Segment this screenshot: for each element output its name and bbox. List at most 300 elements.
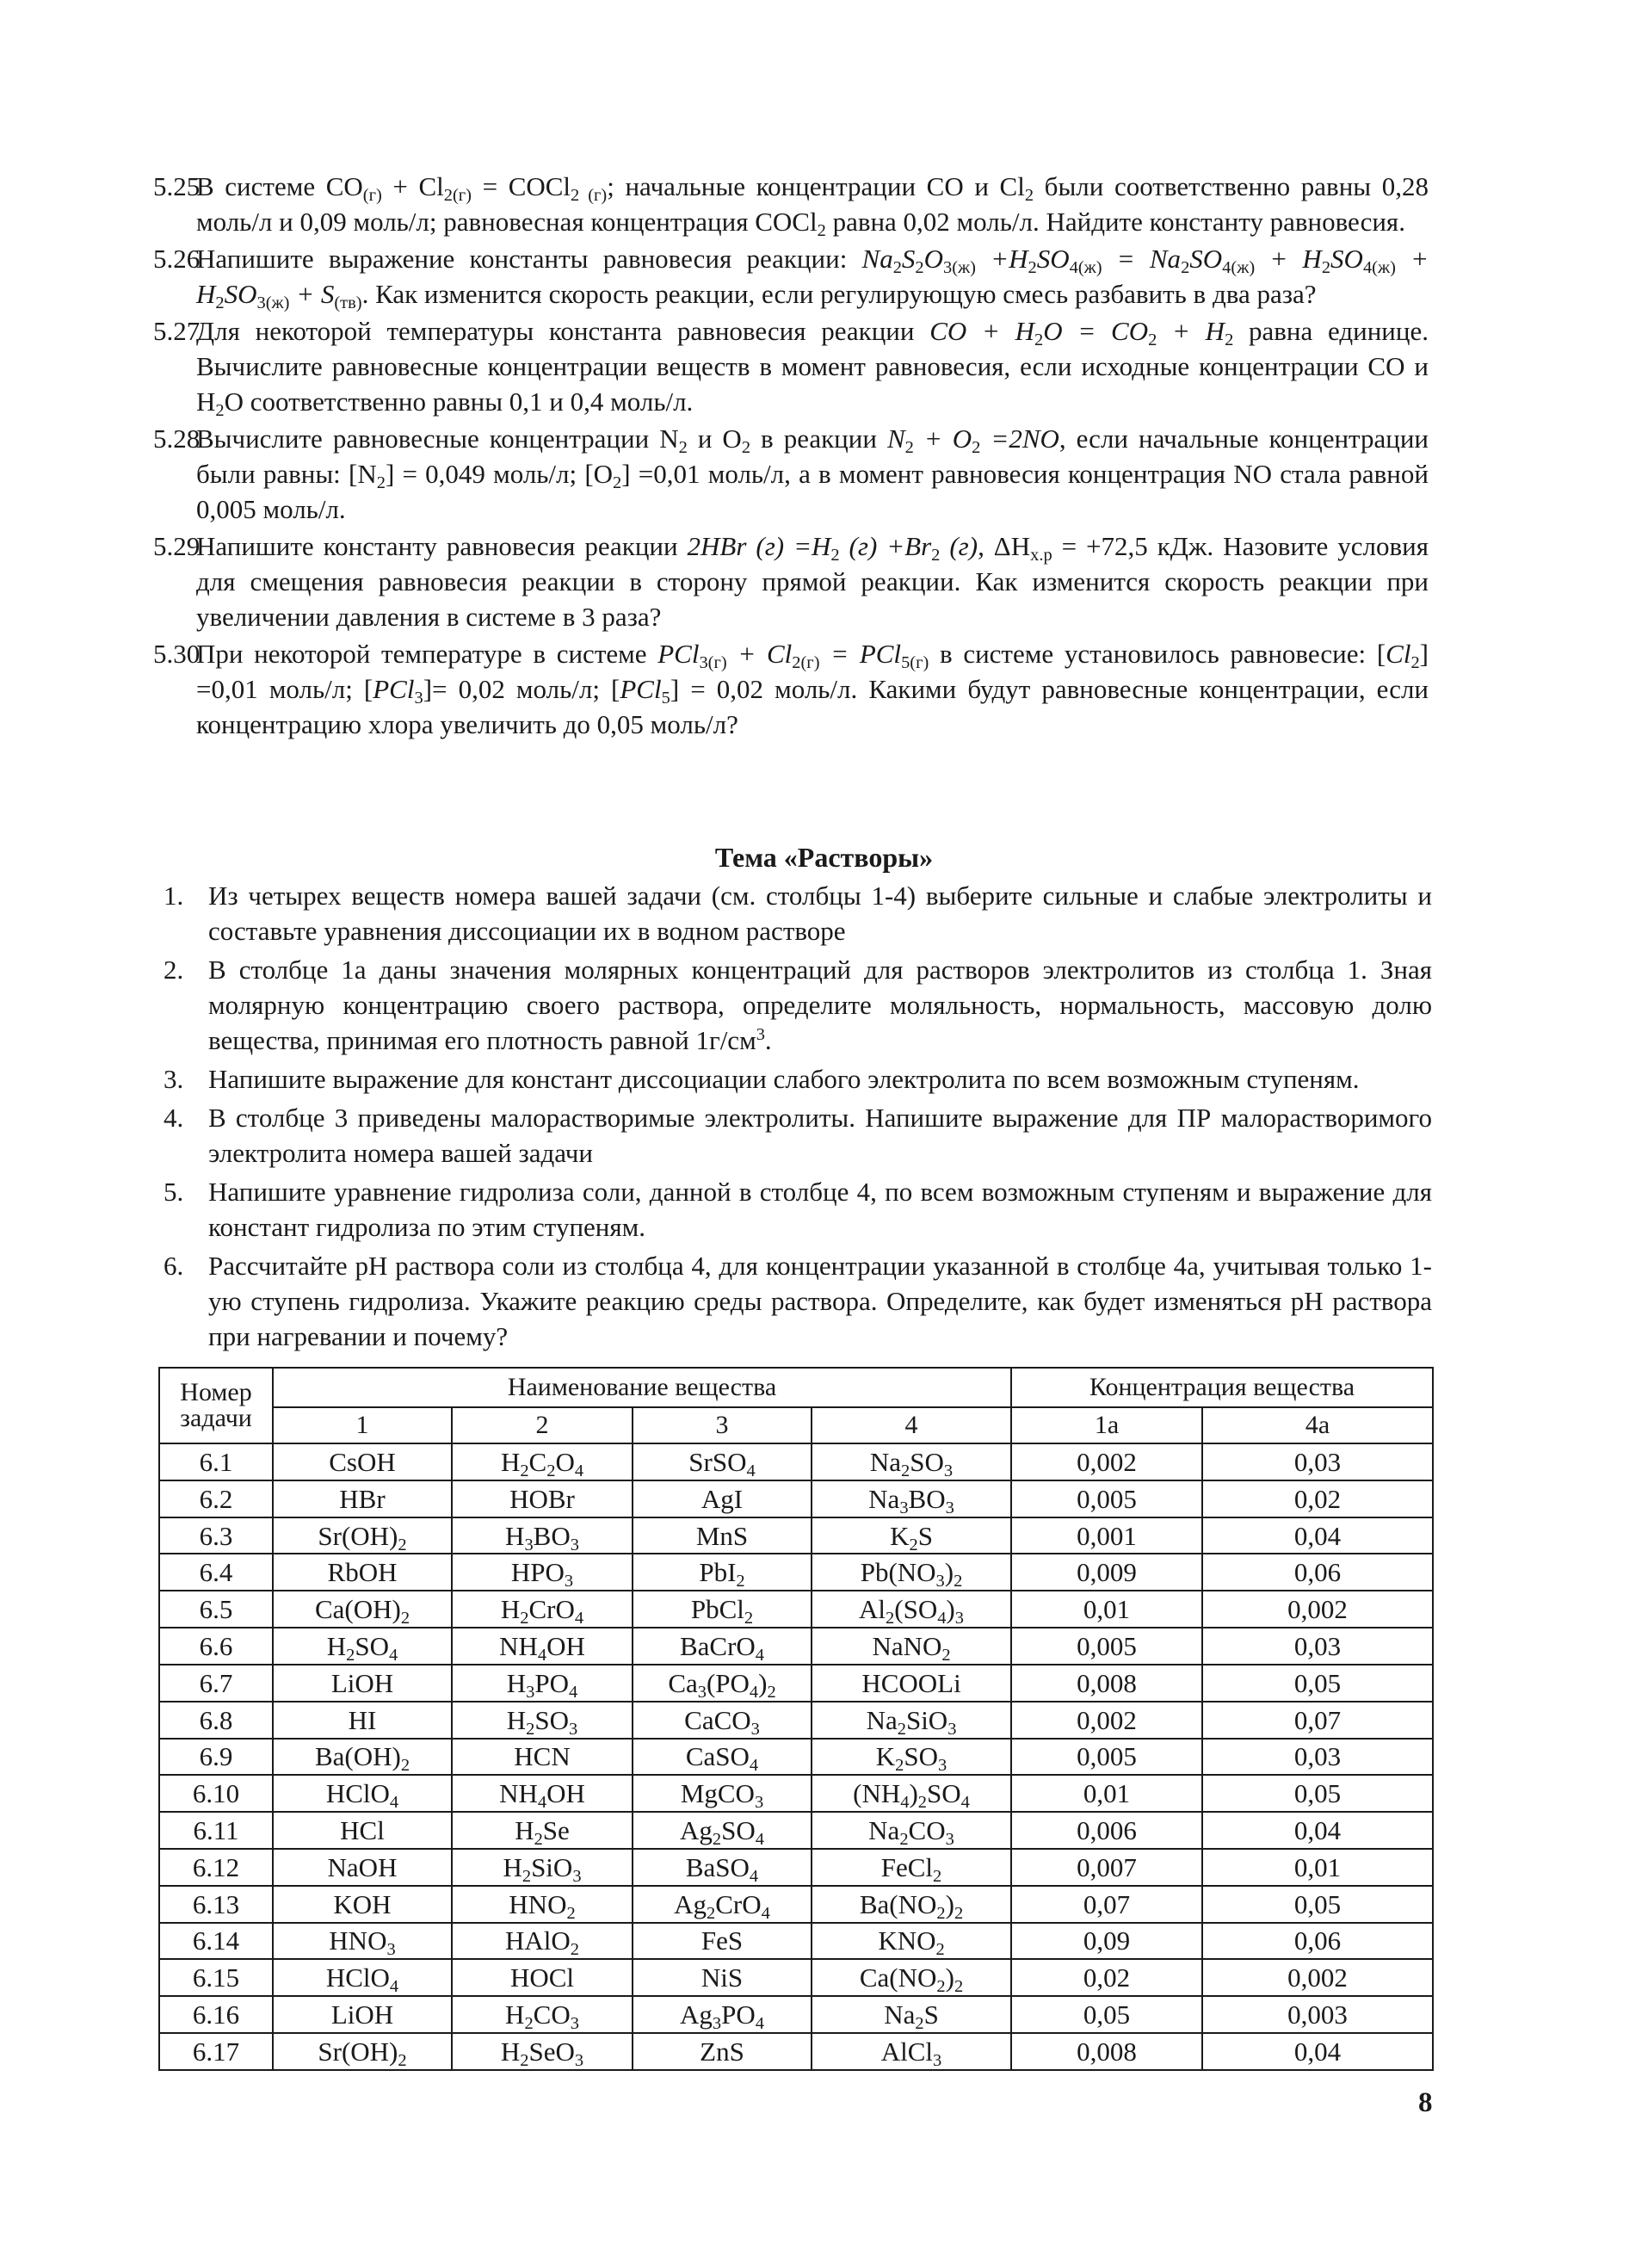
- subscript: 2: [707, 1903, 716, 1923]
- formula-text: + O: [913, 423, 972, 454]
- table-row: [159, 1628, 1433, 1665]
- cell-substance-1: [273, 1480, 452, 1517]
- text-run: MgCO: [680, 1778, 755, 1809]
- subscript: 4: [569, 1682, 578, 1702]
- formula-text: +H: [975, 244, 1028, 274]
- text-run: При некоторой температуре в системе: [196, 639, 658, 669]
- formula-text: SO: [1189, 244, 1223, 274]
- cell-substance-4: [812, 1959, 1011, 1996]
- text-run: H: [500, 1446, 521, 1477]
- task-item: [157, 878, 1432, 949]
- text-run: HBr: [339, 1483, 386, 1514]
- task-number: 5.: [164, 1177, 184, 1207]
- text-run: CrO: [715, 1888, 762, 1919]
- cell-conc-4a: 0,03: [1202, 1628, 1433, 1665]
- subscript: 2: [895, 1756, 904, 1776]
- task-list: [157, 878, 1432, 1357]
- cell-substance-1: [273, 1959, 452, 1996]
- cell-conc-1a: 0,05: [1011, 1996, 1202, 2033]
- text-run: NiS: [701, 1962, 744, 1993]
- subscript: 2: [830, 546, 840, 565]
- cell-substance-3: [633, 1591, 812, 1628]
- subscript: 2: [534, 1830, 543, 1850]
- problem-text: [196, 423, 1429, 524]
- cell-conc-1a: 0,005: [1011, 1480, 1202, 1517]
- cell-conc-4a: 0,05: [1202, 1886, 1433, 1923]
- cell-conc-4a: 0,01: [1202, 1849, 1433, 1886]
- text-run: PbCl: [690, 1594, 744, 1625]
- cell-conc-1a: 0,002: [1011, 1443, 1202, 1480]
- text-run: SrSO: [688, 1446, 747, 1477]
- cell-substance-3: [633, 1480, 812, 1517]
- subscript: 3: [574, 2051, 584, 2071]
- text-run: ] =0,01 моль/л; [: [196, 639, 1429, 704]
- text-run: H: [506, 1704, 527, 1735]
- subscript: 2: [909, 1535, 918, 1554]
- text-run: Sr(OH): [318, 1520, 398, 1551]
- cell-task-number: 6.14: [159, 1923, 273, 1960]
- cell-substance-3: [633, 1923, 812, 1960]
- subscript: 3: [526, 1682, 535, 1702]
- text-run: (PO: [706, 1667, 750, 1698]
- cell-substance-1: [273, 1517, 452, 1554]
- text-run: Ba(OH): [314, 1741, 401, 1772]
- cell-substance-1: [273, 1812, 452, 1849]
- text-run: HCl: [340, 1815, 385, 1846]
- problem-number: 5.27: [153, 316, 201, 346]
- table-row: [159, 1739, 1433, 1776]
- text-run: были соответственно равны 0,28 моль/л и 0,09 моль/л; равновесная концентрация COCl: [196, 171, 1429, 237]
- text-run: HI: [348, 1704, 377, 1735]
- subscript: 2: [613, 473, 622, 493]
- text-run: Na: [868, 1815, 900, 1846]
- cell-substance-2: [452, 1665, 633, 1702]
- subscript: 4: [749, 1866, 759, 1886]
- subscript: 2(г): [443, 186, 472, 206]
- cell-substance-4: [812, 1739, 1011, 1776]
- cell-conc-1a: 0,006: [1011, 1812, 1202, 1849]
- text-run: ]= 0,02 моль/л; [: [423, 674, 620, 704]
- cell-substance-4: [812, 1923, 1011, 1960]
- text-run: CO: [533, 1999, 571, 2030]
- superscript: 3: [756, 1024, 765, 1044]
- table-row: [159, 1702, 1433, 1739]
- subscript: 2: [744, 1609, 754, 1628]
- formula-text: Na: [861, 244, 893, 274]
- subscript: 2: [398, 2051, 407, 2071]
- subscript: 2: [935, 1940, 945, 1960]
- formula-text: PCl: [657, 639, 700, 669]
- task-number: 6.: [164, 1251, 184, 1281]
- cell-substance-4: [812, 1886, 1011, 1923]
- text-run: S: [923, 1999, 939, 2030]
- cell-substance-3: [633, 1702, 812, 1739]
- cell-substance-1: [273, 1554, 452, 1591]
- header-col-4a: 4а: [1202, 1407, 1433, 1443]
- problem-number: 5.28: [153, 423, 201, 454]
- task-number: 2.: [164, 955, 184, 985]
- formula-text: CO + H: [929, 316, 1035, 346]
- cell-substance-4: [812, 1480, 1011, 1517]
- text-run: Ca(NO: [859, 1962, 937, 1993]
- cell-substance-1: [273, 1886, 452, 1923]
- subscript: 3: [945, 1498, 954, 1517]
- cell-conc-4a: 0,07: [1202, 1702, 1433, 1739]
- cell-substance-1: [273, 1849, 452, 1886]
- problem-number: 5.26: [153, 244, 201, 274]
- text-run: Напишите константу равновесия реакции: [196, 531, 688, 561]
- text-run: AlCl: [880, 2036, 934, 2067]
- subscript: 2: [936, 1977, 946, 1997]
- cell-substance-3: [633, 1812, 812, 1849]
- problem-text: [196, 244, 1429, 313]
- formula-text: =2NO: [980, 423, 1059, 454]
- text-run: Na: [868, 1483, 900, 1514]
- subscript: 2: [520, 1462, 529, 1481]
- cell-substance-3: [633, 1959, 812, 1996]
- table-row: [159, 1591, 1433, 1628]
- text-run: SO: [904, 1741, 939, 1772]
- subscript: 3: [933, 2051, 942, 2071]
- subscript: 4: [574, 1462, 584, 1481]
- cell-substance-3: [633, 1554, 812, 1591]
- subscript: х.р: [1030, 546, 1052, 565]
- text-run: SeO: [528, 2036, 575, 2067]
- cell-task-number: 6.1: [159, 1443, 273, 1480]
- cell-substance-2: [452, 1517, 633, 1554]
- cell-conc-4a: 0,04: [1202, 1812, 1433, 1849]
- cell-task-number: 6.7: [159, 1665, 273, 1702]
- subscript: 2: [736, 1572, 745, 1591]
- task-item: [157, 1174, 1432, 1245]
- cell-task-number: 6.10: [159, 1775, 273, 1812]
- problem-item: [153, 241, 1429, 312]
- text-run: MnS: [695, 1520, 749, 1551]
- subscript: 3: [712, 2014, 722, 2034]
- subscript: 2: [904, 438, 914, 458]
- cell-substance-2: [452, 1739, 633, 1776]
- cell-task-number: 6.2: [159, 1480, 273, 1517]
- text-run: ): [945, 1888, 954, 1919]
- text-run: CaSO: [685, 1741, 750, 1772]
- subscript: 4: [755, 1830, 764, 1850]
- text-run: В системе CO: [196, 171, 363, 201]
- text-run: в системе установилось равновесие: [: [929, 639, 1386, 669]
- text-run: CsOH: [329, 1446, 396, 1477]
- formula-text: + H: [1255, 244, 1322, 274]
- formula-text: 2HBr (г) =H: [687, 531, 831, 561]
- subscript: 4: [900, 1793, 910, 1813]
- subscript: 2: [1034, 331, 1044, 350]
- subscript: 2(г): [792, 653, 820, 673]
- subscript: 4: [755, 2014, 764, 2034]
- topic-title: Тема «Растворы»: [714, 842, 934, 873]
- cell-substance-2: [452, 1996, 633, 2033]
- text-run: ): [946, 1594, 955, 1625]
- header-num-top: Номер: [180, 1378, 252, 1406]
- subscript: 3: [754, 1793, 764, 1813]
- text-run: HNO: [329, 1925, 387, 1956]
- table-row: [159, 1480, 1433, 1517]
- text-run: AgI: [701, 1483, 744, 1514]
- subscript: 2: [520, 2051, 529, 2071]
- text-run: BO: [533, 1520, 571, 1551]
- text-run: BO: [908, 1483, 946, 1514]
- cell-substance-4: [812, 1628, 1011, 1665]
- problem-item: [153, 169, 1429, 239]
- subscript: 2: [901, 1462, 910, 1481]
- table-wrap: [158, 1367, 1432, 2071]
- cell-task-number: 6.17: [159, 2033, 273, 2070]
- text-run: Na: [866, 1704, 898, 1735]
- subscript: 3: [386, 1940, 396, 1960]
- cell-substance-2: [452, 1812, 633, 1849]
- formula-text: + H: [1157, 316, 1225, 346]
- text-run: NaNO: [872, 1630, 942, 1661]
- text-run: O: [555, 1446, 575, 1477]
- subscript: 4: [749, 1682, 759, 1702]
- text-run: KOH: [333, 1888, 392, 1919]
- cell-substance-1: [273, 1996, 452, 2033]
- text-run: CaCO: [684, 1704, 751, 1735]
- subscript: (г): [362, 186, 382, 206]
- text-run: Ag: [674, 1888, 707, 1919]
- cell-conc-1a: 0,01: [1011, 1591, 1202, 1628]
- cell-substance-4: [812, 1591, 1011, 1628]
- header-col-1: 1: [273, 1407, 452, 1443]
- formula-text: (г) +Br: [839, 531, 932, 561]
- cell-substance-3: [633, 1996, 812, 2033]
- subscript: 3: [935, 1572, 945, 1591]
- cell-substance-3: [633, 1739, 812, 1776]
- text-run: H: [500, 2036, 521, 2067]
- subscript: 2: [678, 438, 688, 458]
- subscript: 3(ж): [256, 294, 290, 313]
- cell-conc-4a: 0,06: [1202, 1554, 1433, 1591]
- subscript: 3(г): [699, 653, 727, 673]
- formula-text: N: [886, 423, 905, 454]
- text-run: RbOH: [327, 1557, 398, 1588]
- text-run: Напишите уравнение гидролиза соли, данной в столбце 4, по всем возможным ступеням и выражение для констант гидролиза по этим ступеням.: [208, 1177, 1432, 1242]
- subscript: 2: [400, 1756, 410, 1776]
- text-run: ): [758, 1667, 768, 1698]
- header-col-2: 2: [452, 1407, 633, 1443]
- subscript: 2: [767, 1682, 776, 1702]
- cell-conc-1a: 0,005: [1011, 1628, 1202, 1665]
- task-text: [208, 881, 1432, 946]
- cell-conc-1a: 0,007: [1011, 1849, 1202, 1886]
- text-run: Al: [859, 1594, 886, 1625]
- text-run: H: [505, 1520, 525, 1551]
- cell-conc-4a: 0,05: [1202, 1665, 1433, 1702]
- cell-substance-3: [633, 1628, 812, 1665]
- cell-task-number: 6.16: [159, 1996, 273, 2033]
- subscript: 4: [746, 1462, 756, 1481]
- text-run: Ca(OH): [314, 1594, 401, 1625]
- cell-task-number: 6.13: [159, 1886, 273, 1923]
- subscript: 2: [1410, 653, 1420, 673]
- subscript: 3: [945, 1830, 954, 1850]
- cell-substance-4: [812, 1812, 1011, 1849]
- problem-item: [153, 313, 1429, 419]
- text-run: OH: [546, 1630, 585, 1661]
- formula-text: SO: [1330, 244, 1363, 274]
- subscript: 2: [1321, 258, 1331, 278]
- subscript: 2: [915, 258, 924, 278]
- text-run: Вычислите равновесные концентрации N: [196, 423, 679, 454]
- cell-task-number: 6.4: [159, 1554, 273, 1591]
- text-run: S: [917, 1520, 933, 1551]
- task-text: [208, 1064, 1360, 1094]
- text-run: HCN: [514, 1741, 571, 1772]
- cell-substance-4: [812, 2033, 1011, 2070]
- substances-table: [158, 1367, 1434, 2071]
- subscript: 4: [574, 1609, 584, 1628]
- text-run: HOBr: [509, 1483, 575, 1514]
- cell-substance-3: [633, 1775, 812, 1812]
- subscript: 2: [972, 438, 981, 458]
- subscript: 3: [572, 1866, 582, 1886]
- table-row: [159, 1517, 1433, 1554]
- cell-task-number: 6.15: [159, 1959, 273, 1996]
- subscript: 2: [817, 221, 826, 241]
- text-run: SO: [927, 1778, 961, 1809]
- problem-text: [196, 316, 1429, 421]
- subscript: 3: [569, 1719, 578, 1739]
- cell-substance-1: [273, 1739, 452, 1776]
- subscript: 2: [917, 1793, 928, 1813]
- text-run: В столбце 3 приведены малорастворимые электролиты. Напишите выражение для ПР малорастворимого электролита номера вашей задачи: [208, 1103, 1432, 1168]
- cell-conc-4a: 0,02: [1202, 1480, 1433, 1517]
- subscript: 2: [915, 2014, 924, 2034]
- text-run: KNO: [878, 1925, 936, 1956]
- subscript: 2: [522, 1866, 532, 1886]
- cell-conc-1a: 0,002: [1011, 1702, 1202, 1739]
- subscript: 3: [697, 1682, 707, 1702]
- subscript: 4: [749, 1756, 759, 1776]
- subscript: 2: [941, 1646, 951, 1665]
- text-run: HAlO: [505, 1925, 571, 1956]
- text-run: C: [528, 1446, 547, 1477]
- formula-text: SO: [224, 279, 257, 309]
- subscript: 2: [524, 2014, 534, 2034]
- subscript: 2: [346, 1646, 355, 1665]
- problems-section: [153, 169, 1429, 744]
- formula-text: + S: [289, 279, 335, 309]
- subscript: 5: [661, 689, 670, 708]
- subscript: 4: [389, 1793, 399, 1813]
- text-run: H: [515, 1815, 534, 1846]
- problem-number: 5.30: [153, 639, 201, 669]
- text-run: HCOOLi: [861, 1667, 961, 1698]
- cell-conc-1a: 0,001: [1011, 1517, 1202, 1554]
- text-run: Pb(NO: [860, 1557, 936, 1588]
- table-row: [159, 1886, 1433, 1923]
- text-run: SiO: [531, 1851, 573, 1882]
- formula-text: S: [901, 244, 916, 274]
- header-substance-names: Наименование вещества: [273, 1368, 1011, 1407]
- table-row: [159, 1554, 1433, 1591]
- cell-conc-1a: 0,09: [1011, 1923, 1202, 1960]
- cell-substance-4: [812, 1702, 1011, 1739]
- subscript: 2: [376, 473, 386, 493]
- header-col-1a: 1а: [1011, 1407, 1202, 1443]
- cell-conc-4a: 0,03: [1202, 1443, 1433, 1480]
- cell-substance-1: [273, 1665, 452, 1702]
- subscript: 2: [526, 1719, 535, 1739]
- text-run: Напишите выражение для констант диссоциации слабого электролита по всем возможным ступеням.: [208, 1064, 1360, 1094]
- subscript: (тв): [334, 294, 362, 313]
- text-run: NH: [499, 1778, 538, 1809]
- subscript: 2: [954, 1572, 963, 1591]
- formula-text: O: [923, 244, 944, 274]
- cell-conc-4a: 0,003: [1202, 1996, 1433, 2033]
- cell-substance-1: [273, 1443, 452, 1480]
- cell-substance-4: [812, 1996, 1011, 2033]
- subscript: 3: [938, 1756, 947, 1776]
- text-run: Se: [542, 1815, 570, 1846]
- text-run: (NH: [853, 1778, 901, 1809]
- text-run: SiO: [905, 1704, 948, 1735]
- subscript: 2: [933, 1866, 942, 1886]
- text-run: ] = 0,049 моль/л; [O: [385, 459, 614, 489]
- subscript: 4: [755, 1646, 765, 1665]
- cell-substance-2: [452, 1886, 633, 1923]
- text-run: В столбце 1а даны значения молярных концентраций для растворов электролитов из столбца 1. Зная молярную концентрацию своего раствора, определите моляльность, нормальность, массовую долю вещества, принимая его плотность равной 1г/см: [208, 955, 1432, 1055]
- text-run: Для некоторой температуры константа равновесия реакции: [196, 316, 930, 346]
- text-run: и O: [687, 423, 742, 454]
- cell-substance-2: [452, 1775, 633, 1812]
- formula-text: = Na: [1102, 244, 1182, 274]
- table-row: [159, 1812, 1433, 1849]
- subscript: 2: [897, 1719, 906, 1739]
- table-row: [159, 1923, 1433, 1960]
- text-run: SO: [534, 1704, 570, 1735]
- cell-task-number: 6.6: [159, 1628, 273, 1665]
- subscript: 4: [537, 1793, 547, 1813]
- cell-substance-2: [452, 1480, 633, 1517]
- cell-substance-4: [812, 1443, 1011, 1480]
- subscript: 4(ж): [1069, 258, 1102, 278]
- page-number: 8: [1418, 2087, 1433, 2118]
- subscript: 4: [537, 1646, 547, 1665]
- formula-text: PCl: [373, 674, 415, 704]
- text-run: Ca: [668, 1667, 698, 1698]
- subscript: 4: [761, 1903, 770, 1923]
- text-run: H: [326, 1630, 347, 1661]
- cell-substance-1: [273, 1591, 452, 1628]
- subscript: 4(ж): [1222, 258, 1256, 278]
- subscript: 5(г): [901, 653, 929, 673]
- subscript: 2: [1028, 258, 1037, 278]
- text-run: BaSO: [685, 1851, 750, 1882]
- task-text: [208, 1103, 1432, 1168]
- text-run: = +72,5 кДж. Назовите условия для смещения равновесия реакции в сторону прямой реакции. Как изменится скорость реакции при увеличении давления в системе в 3 раза?: [196, 531, 1429, 632]
- problem-number: 5.29: [153, 531, 201, 561]
- problem-item: [153, 528, 1429, 634]
- cell-task-number: 6.5: [159, 1591, 273, 1628]
- problem-text: [196, 531, 1429, 632]
- text-run: (SO: [894, 1594, 938, 1625]
- cell-substance-2: [452, 1554, 633, 1591]
- table-row: [159, 1443, 1433, 1480]
- table-row: [159, 1665, 1433, 1702]
- formula-text: (г),: [940, 531, 984, 561]
- cell-conc-4a: 0,04: [1202, 2033, 1433, 2070]
- subscript: 2: [566, 1903, 576, 1923]
- header-num-bottom: задачи: [180, 1404, 252, 1432]
- cell-substance-1: [273, 1702, 452, 1739]
